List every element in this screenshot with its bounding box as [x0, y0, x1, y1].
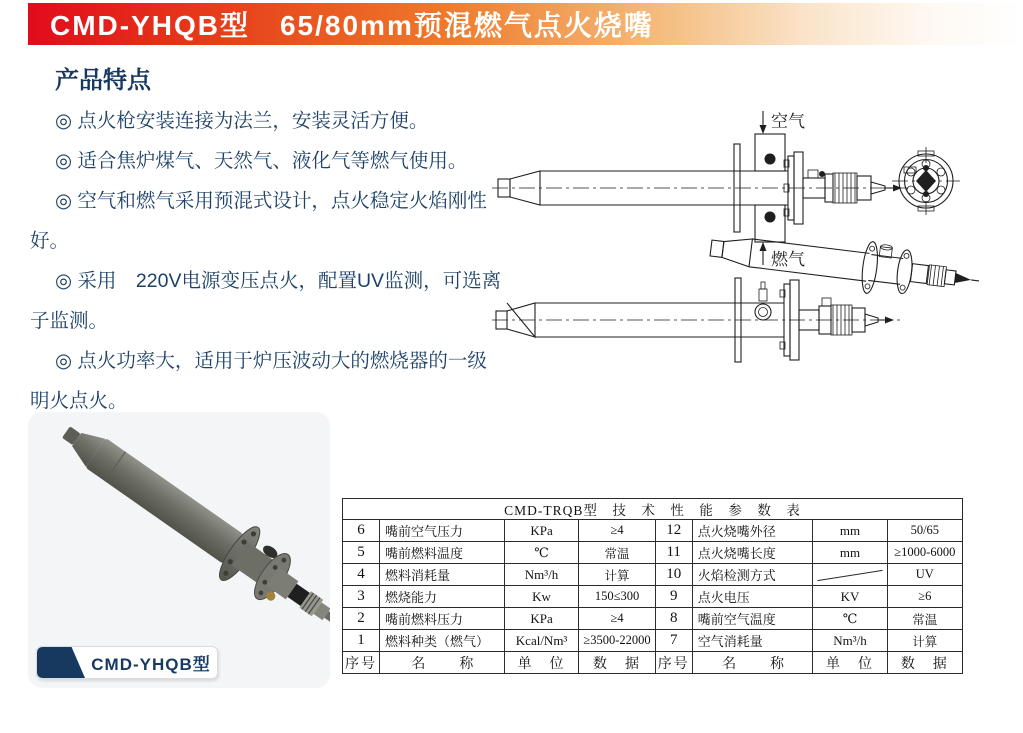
spec-table-title-row	[343, 499, 963, 520]
col-header-name: 名 称	[380, 652, 505, 674]
row-number: 2	[343, 608, 380, 630]
param-name: 燃料消耗量	[380, 564, 505, 586]
spec-table	[342, 498, 963, 674]
param-value: 常温	[887, 608, 962, 630]
burner-side-view-bottom	[492, 278, 900, 362]
param-unit: ℃	[813, 608, 887, 630]
spec-table-row	[343, 586, 963, 608]
model-badge	[36, 646, 218, 679]
badge-flag-shape	[37, 647, 85, 678]
col-header-name: 名 称	[692, 652, 813, 674]
page-title: CMD-YHQB型 65/80mm预混燃气点火烧嘴	[50, 10, 654, 41]
spec-table-row	[343, 542, 963, 564]
row-number: 3	[343, 586, 380, 608]
row-number: 8	[655, 608, 692, 630]
row-number: 4	[343, 564, 380, 586]
row-number: 12	[655, 520, 692, 542]
spec-table-row	[343, 630, 963, 652]
param-value: ≥4	[579, 608, 655, 630]
col-header-no: 序号	[655, 652, 692, 674]
param-value: 计算	[579, 564, 655, 586]
spec-table-row	[343, 520, 963, 542]
col-header-unit: 单 位	[504, 652, 579, 674]
param-name: 嘴前燃料压力	[380, 608, 505, 630]
param-unit: mm	[813, 520, 887, 542]
burner-isometric-view	[708, 222, 982, 307]
col-header-data: 数 据	[887, 652, 962, 674]
burner-end-view	[892, 147, 960, 215]
param-name: 嘴前空气温度	[692, 608, 813, 630]
param-name: 燃烧能力	[380, 586, 505, 608]
feature-item: ◎ 空气和燃气采用预混式设计，点火稳定火焰刚性好。	[30, 190, 487, 252]
param-value: ≥4	[579, 520, 655, 542]
burner-engineering-drawing	[488, 108, 1023, 366]
row-number: 1	[343, 630, 380, 652]
param-value: 常温	[579, 542, 655, 564]
col-header-data: 数 据	[579, 652, 655, 674]
param-value: ≥1000-6000	[887, 542, 962, 564]
spec-table-header-row	[343, 652, 963, 674]
param-value: 50/65	[887, 520, 962, 542]
col-header-unit: 单 位	[813, 652, 887, 674]
param-value: ≥3500-22000	[579, 630, 655, 652]
param-name: 火焰检测方式	[692, 564, 813, 586]
param-unit: ℃	[504, 542, 579, 564]
param-value: UV	[887, 564, 962, 586]
air-label: 空气	[771, 112, 805, 131]
param-name: 点火烧嘴外径	[692, 520, 813, 542]
param-unit: Nm³/h	[813, 630, 887, 652]
param-value: ≥6	[887, 586, 962, 608]
row-number: 5	[343, 542, 380, 564]
param-name: 燃料种类（燃气）	[380, 630, 505, 652]
param-name: 空气消耗量	[692, 630, 813, 652]
burner-side-view-top	[492, 111, 908, 269]
col-header-no: 序号	[343, 652, 380, 674]
param-unit: KPa	[504, 520, 579, 542]
param-unit: mm	[813, 542, 887, 564]
features-heading: 产品特点	[55, 67, 151, 94]
feature-item: ◎ 适合焦炉煤气、天然气、液化气等燃气使用。	[55, 150, 468, 172]
param-name: 嘴前空气压力	[380, 520, 505, 542]
param-unit	[813, 564, 887, 586]
row-number: 10	[655, 564, 692, 586]
param-unit: Kcal/Nm³	[504, 630, 579, 652]
param-value: 150≤300	[579, 586, 655, 608]
spec-table-row	[343, 608, 963, 630]
feature-item: ◎ 点火枪安装连接为法兰，安装灵活方便。	[55, 110, 429, 132]
spec-table-row	[343, 564, 963, 586]
row-number: 7	[655, 630, 692, 652]
param-value: 计算	[887, 630, 962, 652]
title-bar	[28, 3, 1023, 45]
param-name: 点火烧嘴长度	[692, 542, 813, 564]
badge-label: CMD-YHQB型	[91, 655, 211, 674]
row-number: 9	[655, 586, 692, 608]
gas-label: 燃气	[771, 250, 805, 269]
features-section	[30, 60, 502, 461]
technical-drawings	[488, 108, 1023, 366]
param-name: 点火电压	[692, 586, 813, 608]
param-unit: KV	[813, 586, 887, 608]
row-number: 11	[655, 542, 692, 564]
row-number: 6	[343, 520, 380, 542]
param-unit: Kw	[504, 586, 579, 608]
feature-item: ◎ 点火功率大，适用于炉压波动大的燃烧器的一级明火点火。	[30, 350, 487, 412]
param-name: 嘴前燃料温度	[380, 542, 505, 564]
spec-table-title: CMD-TRQB型 技 术 性 能 参 数 表	[343, 499, 963, 520]
param-unit: Nm³/h	[504, 564, 579, 586]
param-unit: KPa	[504, 608, 579, 630]
feature-item: ◎ 采用 220V电源变压点火，配置UV监测，可选离子监测。	[30, 270, 502, 332]
